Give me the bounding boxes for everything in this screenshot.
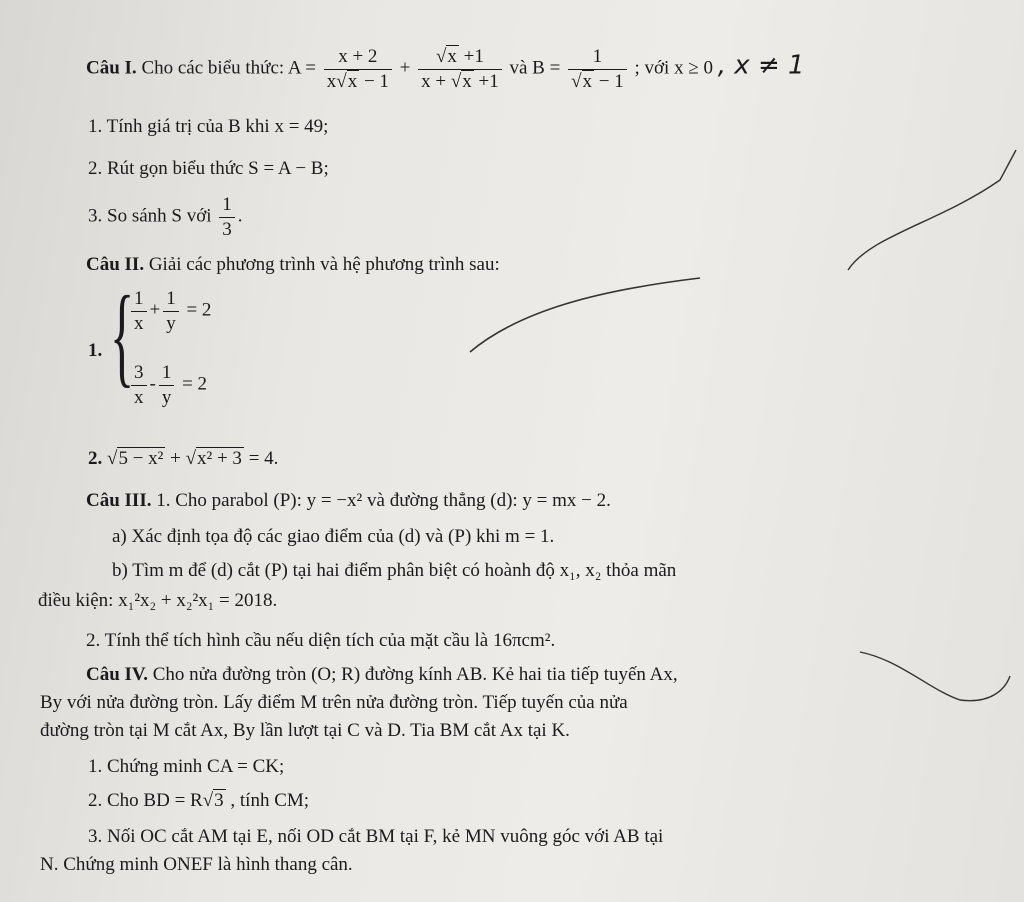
q4-item2: 2. Cho BD = R√3 , tính CM; (88, 790, 310, 811)
q4-item1: 1. Chứng minh CA = CK; (88, 756, 285, 777)
eq2-frac2-den: y (161, 386, 172, 408)
eq2-frac1-den: x (134, 386, 144, 408)
q1-item3-end: . (237, 205, 243, 227)
q3-heading: Câu III. (86, 490, 152, 511)
q1-mid: và B = (509, 57, 561, 79)
eq1-op: + (149, 299, 161, 321)
handwritten-note: , x ≠ 1 (717, 50, 805, 81)
q4-item2-text: 2. Cho BD = R (88, 790, 203, 811)
fraction-a2-num-post: +1 (458, 46, 484, 67)
q4-line1-text: Cho nửa đường tròn (O; R) đường kính AB. Kẻ hai tia tiếp tuyến Ax, (152, 664, 678, 685)
fraction-a2-den-pre: x + (421, 70, 451, 92)
fraction-a2-numerator: √x +1 (418, 46, 502, 70)
q3-item2: 2. Tính thể tích hình cầu nếu diện tích của mặt cầu là 16πcm². (86, 630, 556, 651)
eq1-frac1-num: 1 (131, 288, 147, 312)
plus-sign: + (399, 57, 411, 79)
eq2-rhs: = 2 (182, 373, 208, 395)
q1-condition: ; với x ≥ 0 (634, 57, 714, 79)
q2-text: Giải các phương trình và hệ phương trình sau: (148, 254, 500, 275)
q2-item2-rhs: = 4. (248, 448, 279, 469)
eq1-frac2-den: y (166, 312, 176, 334)
fraction-a1-den-post: − 1 (359, 70, 389, 92)
q1-item2: 2. Rút gọn biểu thức S = A − B; (88, 158, 329, 179)
q3-item-b-cont: điều kiện: x₁²x₂ + x₂²x₁ = 2018. (38, 590, 278, 611)
q4-line2: By với nửa đường tròn. Lấy điểm M trên nửa đường tròn. Tiếp tuyến của nửa (40, 692, 628, 713)
q2-item2-label: 2. (88, 448, 103, 469)
q3-item-b: b) Tìm m để (d) cắt (P) tại hai điểm phân biệt có hoành độ x₁, x₂ thỏa mãn (112, 560, 677, 581)
fraction-one-third-num: 1 (219, 194, 235, 218)
fraction-b-den-rad: x (582, 70, 593, 92)
eq1-frac2-num: 1 (163, 288, 179, 312)
fraction-b-numerator: 1 (568, 46, 627, 70)
q4-heading: Câu IV. (86, 664, 148, 685)
eq2-frac2-num: 1 (159, 362, 175, 386)
fraction-a2-num-rad: x (447, 46, 457, 67)
q1-intro: Cho các biểu thức: A = (141, 57, 316, 79)
q4-item3: 3. Nối OC cắt AM tại E, nối OD cắt BM tại F, kẻ MN vuông góc với AB tại (88, 826, 664, 847)
q4-item2-radical: 3 (214, 790, 224, 811)
fraction-a1-den-pre: x (326, 70, 337, 92)
fraction-a2-denominator: x + √x +1 (421, 70, 499, 92)
q1-heading: Câu I. (86, 57, 137, 79)
fraction-a2-den-rad: x (462, 70, 472, 92)
fraction-b-denominator: √x − 1 (571, 70, 624, 92)
q2-item2-plus: + (170, 448, 181, 469)
fraction-a2-den-post: +1 (473, 70, 499, 92)
fraction-a1-denominator: x√x − 1 (326, 70, 389, 92)
fraction-one-third-den: 3 (222, 218, 232, 240)
q2-item2: 2. √5 − x² + √x² + 3 = 4. (88, 448, 279, 469)
radical-1: 5 − x² (118, 448, 164, 469)
fraction-a1-numerator: x + 2 (324, 46, 392, 70)
q3-line1-text: 1. Cho parabol (P): y = −x² và đường thẳng (d): y = mx − 2. (156, 490, 611, 511)
q4-line3: đường tròn tại M cắt Ax, By lần lượt tại C và D. Tia BM cắt Ax tại K. (40, 720, 570, 741)
eq1-rhs: = 2 (186, 299, 212, 321)
q4-item3-cont: N. Chứng minh ONEF là hình thang cân. (40, 854, 353, 875)
eq1-frac1-den: x (134, 312, 144, 334)
q2-system-label: 1. (88, 340, 103, 361)
eq2-op: - (149, 373, 156, 395)
fraction-b-den-post: − 1 (594, 70, 624, 92)
fraction-a1-den-rad: x (347, 70, 358, 92)
q1-item1: 1. Tính giá trị của B khi x = 49; (88, 116, 329, 137)
q1-item3-text: 3. So sánh S với (88, 205, 212, 227)
q2-heading: Câu II. (86, 254, 145, 275)
q3-item-a: a) Xác định tọa độ các giao điểm của (d) và (P) khi m = 1. (112, 526, 555, 547)
eq2-frac1-num: 3 (131, 362, 147, 386)
radical-2: x² + 3 (197, 448, 242, 469)
q4-item2-end: , tính CM; (225, 790, 310, 811)
system-brace: { (110, 274, 135, 398)
